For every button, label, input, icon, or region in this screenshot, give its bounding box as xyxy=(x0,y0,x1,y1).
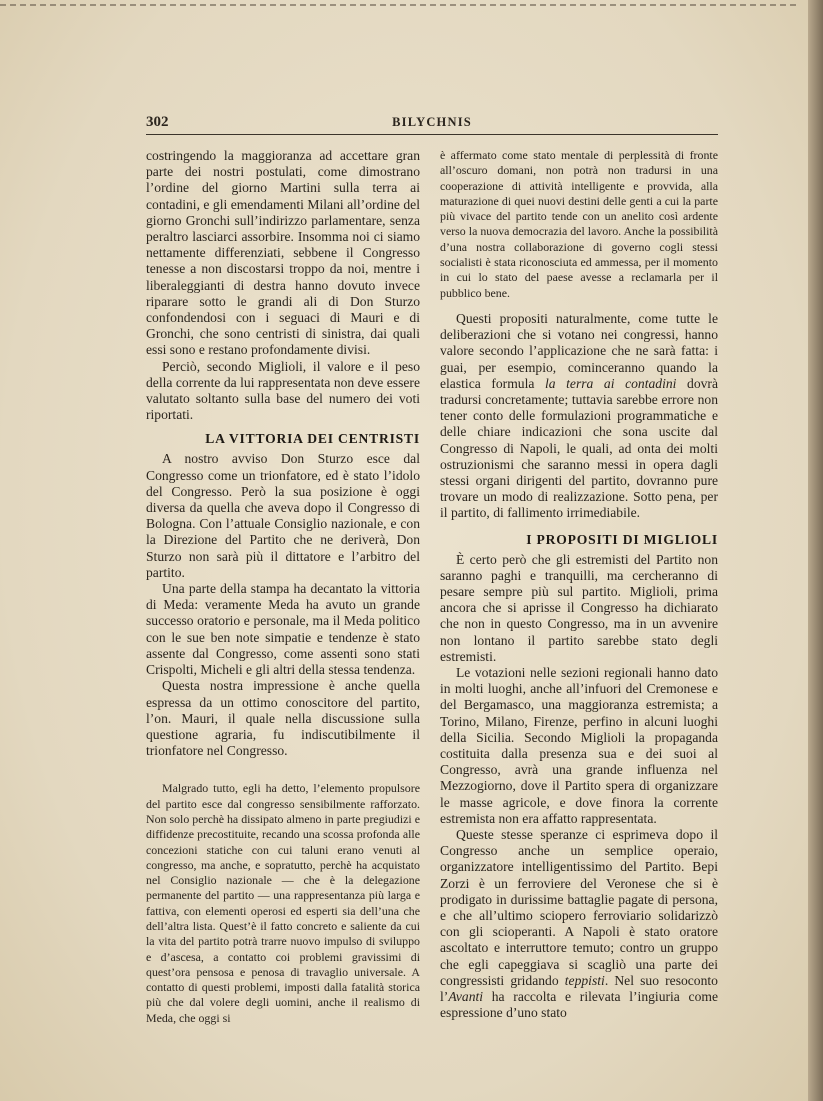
paragraph: costringendo la maggioranza ad accettare gran parte dei nostri postulati, come dimostrano l’ordine del giorno Martini sulla terra ai contadini, e gli emendamenti Milani all’ordine del giorno Gronchi sull’indirizzo parlamentare, senza peraltro lasciarci assorbire. Insomma noi ci siamo nettamente differenziati, sebbene il Congresso tenesse a non discostarsi troppo da noi, mentre i liberaleggianti di destra hanno dovuto invece riparare sotto le grandi ali di Don Sturzo confondendosi con i seguaci di Mauri e di Gronchi, che sono centristi di sinistra, dai quali essi sono e restano profondamente divisi. xyxy=(146,148,420,358)
text-run: Queste stesse speranze ci esprimeva dopo il Congresso anche un semplice operaio, organizzatore intelligentissimo del Partito. Bepi Zorzi è un ferroviere del Veronese che si è prodigato in durissime battaglie pagate di persona, e che all’ultimo sciopero ferroviario solidarizzò con gli scioperanti. A Napoli è stato oratore ascoltato e interruttore temuto; contro un gruppo che egli capeggiava si scagliò una parte dei congressisti gridando xyxy=(440,827,718,988)
italic-word: teppisti xyxy=(564,972,605,988)
paragraph: Le votazioni nelle sezioni regionali hanno dato in molti luoghi, anche all’infuori del Cremonese e del Bergamasco, una maggioranza estremista; a Torino, Milano, Firenze, perfino in alcuni luoghi della Sicilia. Secondo Miglioli la propaganda costituita dalla presenza sua e dei suoi al Congresso, avrà una grande influenza nel Mezzogiorno, dove il Partito spera di organizzare le masse agricole, e dove finora la corrente estremista non era affatto rappresentata. xyxy=(440,665,718,826)
running-title: BILYCHNIS xyxy=(392,115,472,129)
quoted-paragraph: Malgrado tutto, egli ha detto, l’elemento propulsore del partito esce dal congresso sensibilmente rafforzato. Non solo perchè ha dissipato almeno in parte pregiudizi e diffidenze precostituite, recando una scossa profonda alle concezioni statiche con cui taluni erano venuti al congresso, ma anche, e sopratutto, perchè ha acquistato nel Consiglio nazionale — che è la delegazione permanente del partito — una rappresentanza più larga e fattiva, con elementi operosi ed esperti sia dell’una che dell’altra lista. Quest’è il fatto concreto e saliente da cui la vita del partito potrà trarre nuovo impulso di sviluppo e d’ascesa, a contatto coi problemi gravissimi di quest’ora pensosa e penosa di travaglio universale. A contatto di questi problemi, imposti dalla fatalità storica più che dal volere degli uomini, anche il realismo di Meda, che oggi si xyxy=(146,781,420,1025)
paragraph: È certo però che gli estremisti del Partito non saranno paghi e tranquilli, ma cercheranno di pesare sempre più sul partito. Miglioli, prima ancora che si aprisse il Congresso ha dichiarato che non in questo Congresso, ma in un avvenire non lontano il partito sarebbe stato degli estremisti. xyxy=(440,551,718,664)
italic-word: Avanti xyxy=(448,989,484,1005)
text-run: dovrà tradursi concretamente; tuttavia sarebbe errore non tener conto delle formulazioni programmatiche e delle chiare indicazioni che sona uscite dal Congresso di Napoli, le quali, ad onta dei molti ostruzionismi che saranno messi in opera dagli stessi organi dirigenti del partito, dovranno pure trovare un modo di realizzazione. Sotto pena, per il partito, di fallimento irrimediabile. xyxy=(440,375,718,521)
italic-phrase: la terra ai contadini xyxy=(544,375,677,391)
top-decorative-rule xyxy=(0,4,800,6)
quoted-paragraph: è affermato come stato mentale di perplessità di fronte all’oscuro domani, non potrà non tradursi in una cooperazione di attività intelligente e provvida, alla maturazione di quei nuovi destini delle genti a cui la parte più vivace del partito tende con un anelito così ardente verso la nuova democrazia del lavoro. Anche la possibilità d’una nostra collaborazione di governo cogli stessi socialisti è stata riconosciuta ed ammessa, per il momento in cui lo stato del paese avesse a reclamarla per il pubblico bene. xyxy=(440,148,718,300)
page-number: 302 xyxy=(146,114,169,130)
text-run: . Nel suo resoconto l’ xyxy=(440,972,718,1005)
paragraph: Perciò, secondo Miglioli, il valore e il peso della corrente da lui rappresentata non deve essere valutato soltanto sulla base del numero dei voti riportati. xyxy=(146,358,420,423)
text-run: Questi propositi naturalmente, come tutte le deliberazioni che si votano nei congressi, hanno valore secondo l’applicazione che ne sarà fatta: i guai, per esempio, cominceranno quando la elastica formula xyxy=(440,310,718,391)
paragraph xyxy=(440,827,718,1021)
right-column xyxy=(440,148,718,1022)
page-header xyxy=(146,114,718,135)
paragraph xyxy=(440,311,718,522)
paragraph: Una parte della stampa ha decantato la vittoria di Meda: veramente Meda ha avuto un grande successo oratorio e personale, ma il Meda politico con le sue ben note simpatie e tendenze è stato assente dal Congresso, come assenti sono stati Crispolti, Micheli e gli altri della stessa tendenza. xyxy=(146,581,420,678)
book-spine-edge xyxy=(808,0,823,1101)
paragraph: A nostro avviso Don Sturzo esce dal Congresso come un trionfatore, ed è stato l’idolo del Congresso. Però la sua posizione è oggi diversa da quella che aveva dopo il Congresso di Bologna. Con l’attuale Consiglio nazionale, e con la Direzione del Partito che ne deriverà, Don Sturzo non sarà più il dittatore e l’arbitro del partito. xyxy=(146,451,420,580)
section-heading: LA VITTORIA DEI CENTRISTI xyxy=(205,431,420,447)
section-heading: I PROPOSITI DI MIGLIOLI xyxy=(526,531,718,547)
text-run: ha raccolta e rilevata l’ingiuria come espressione d’uno stato xyxy=(440,989,718,1021)
left-column xyxy=(146,148,420,1026)
paragraph: Questa nostra impressione è anche quella espressa da un ottimo conoscitore del partito, l’on. Mauri, il quale nella discussione sulla questione agraria, fu indiscutibilmente il trionfatore nel Congresso. xyxy=(146,678,420,759)
